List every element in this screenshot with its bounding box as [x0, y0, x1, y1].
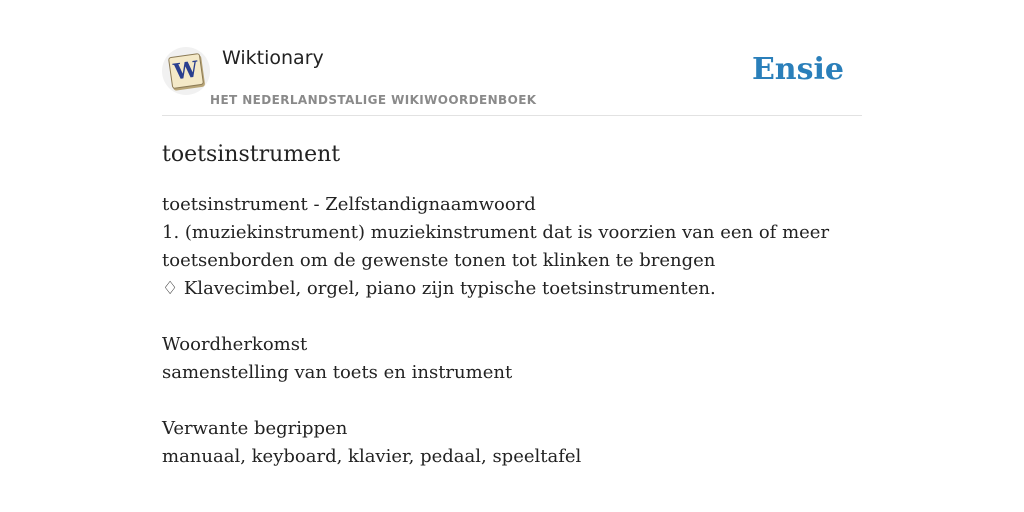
- spacer-line: [162, 303, 862, 331]
- section-heading-etymology: Woordherkomst: [162, 334, 308, 355]
- site-subtitle: HET NEDERLANDSTALIGE WIKIWOORDENBOEK: [210, 93, 537, 107]
- entry-content: [162, 140, 862, 471]
- section-heading-related: Verwante begrippen: [162, 418, 348, 439]
- etymology-text: samenstelling van toets en instrument: [162, 362, 513, 383]
- puzzle-tile-icon: [168, 53, 204, 89]
- example-sentence: ♢ Klavecimbel, orgel, piano zijn typische toetsinstrumenten.: [162, 278, 716, 299]
- spacer-line: [162, 387, 862, 415]
- logo-letter: W: [171, 56, 201, 86]
- wiktionary-logo[interactable]: [162, 47, 210, 95]
- definition-line: 1. (muziekinstrument) muziekinstrument dat is voorzien van een of meer: [162, 222, 830, 243]
- site-title[interactable]: Wiktionary: [222, 47, 324, 69]
- brand-logo[interactable]: Ensie: [751, 52, 844, 87]
- page-title: toetsinstrument: [162, 142, 341, 167]
- entry-word-type: toetsinstrument - Zelfstandignaamwoord: [162, 194, 536, 215]
- header-divider: [162, 115, 862, 116]
- definition-line: toetsenborden om de gewenste tonen tot klinken te brengen: [162, 250, 716, 271]
- related-terms-text: manuaal, keyboard, klavier, pedaal, speeltafel: [162, 446, 582, 467]
